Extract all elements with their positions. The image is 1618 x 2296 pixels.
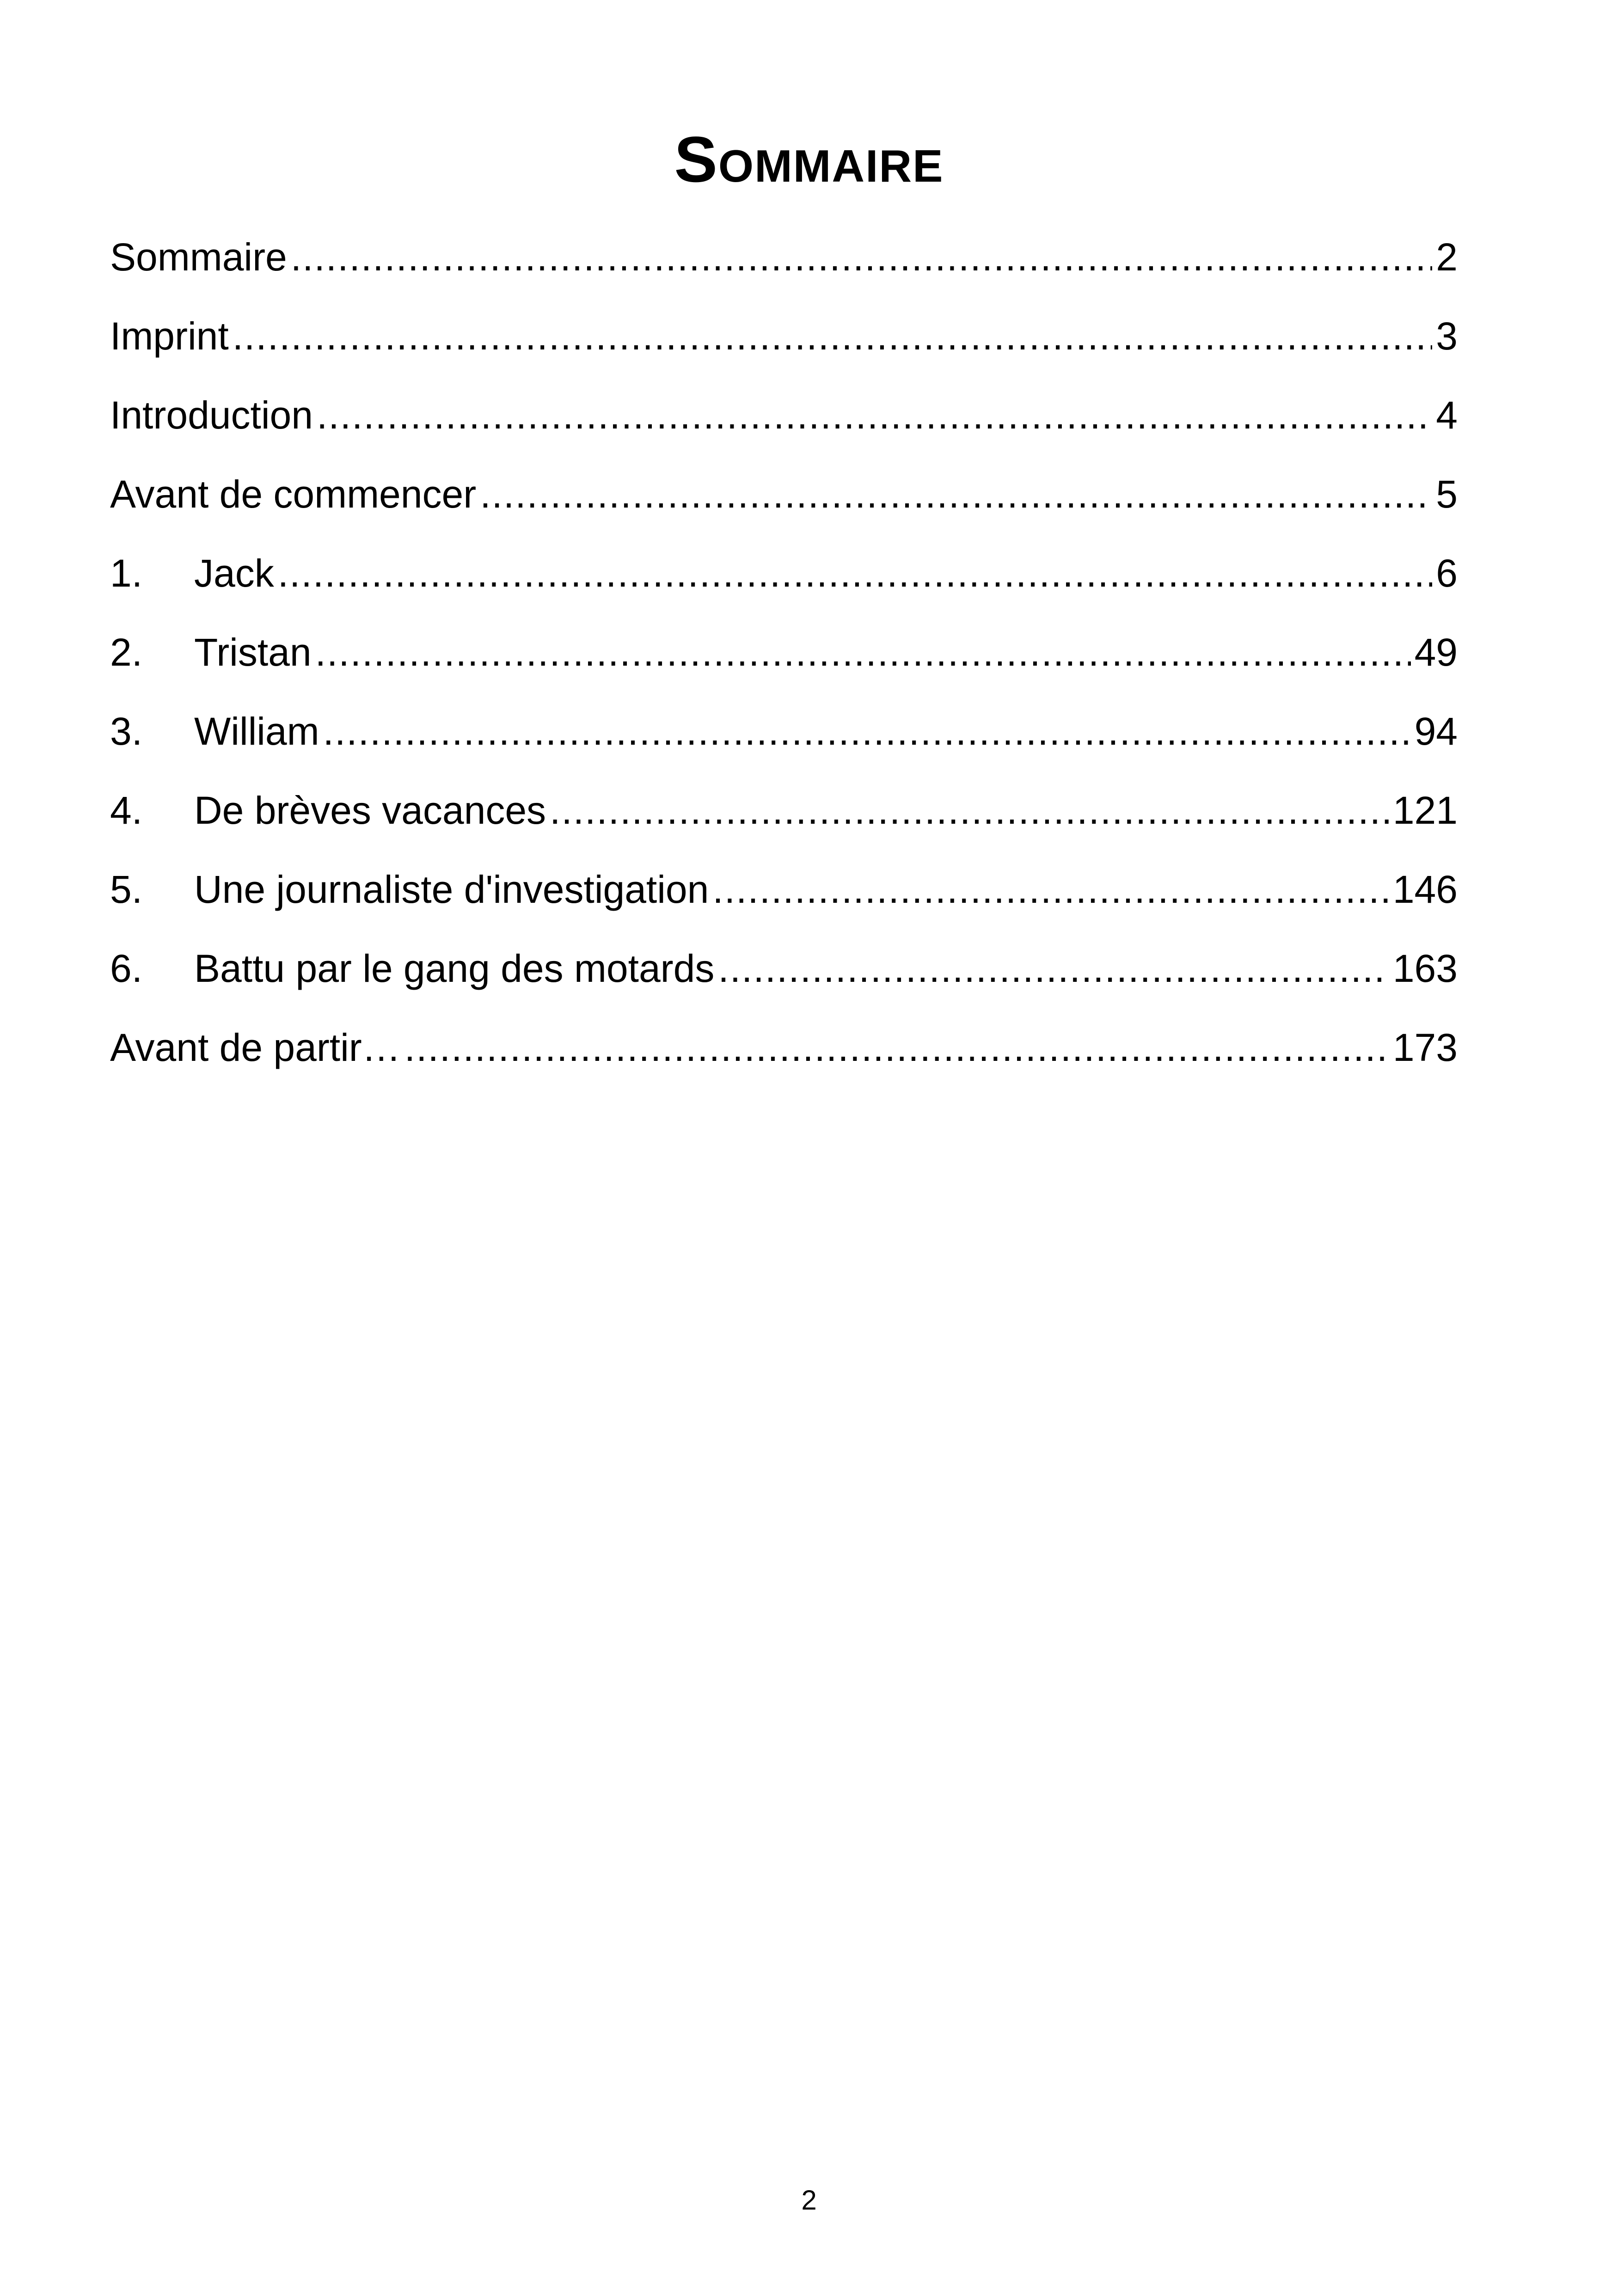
page-number: 2 (801, 2185, 817, 2216)
page-title: Sommaire (674, 123, 944, 196)
toc-entry-label: Sommaire (110, 235, 287, 279)
toc-entry-number: 6. (110, 946, 143, 990)
toc-entry-label: Tristan (194, 630, 312, 674)
toc-entry-chapter-5[interactable] (110, 850, 1458, 929)
toc-entry-label: Une journaliste d'investigation (194, 867, 709, 911)
toc-entry-imprint[interactable] (110, 296, 1458, 375)
toc-entry-label: De brèves vacances (194, 788, 546, 832)
toc-entry-label: William (194, 709, 319, 753)
toc-entry-page: 3 (1436, 314, 1458, 358)
toc-dot-leader (550, 787, 1389, 833)
toc-entry-label: Battu par le gang des motards (194, 946, 715, 990)
toc-entry-chapter-2[interactable] (110, 612, 1458, 692)
toc-entry-page: 94 (1414, 709, 1458, 753)
toc-dot-leader (291, 234, 1433, 280)
toc-entry-page: 49 (1414, 630, 1458, 674)
toc-entry-page: 6 (1436, 551, 1458, 595)
toc-entry-page: 173 (1392, 1025, 1458, 1069)
toc-entry-label: Jack (194, 551, 274, 595)
toc-entry-chapter-1[interactable] (110, 533, 1458, 612)
table-of-contents (110, 217, 1458, 1087)
toc-entry-number: 3. (110, 709, 143, 753)
toc-entry-label: Avant de commencer (110, 472, 477, 516)
toc-dot-leader (315, 629, 1411, 675)
toc-dot-leader (323, 708, 1411, 754)
toc-entry-page: 5 (1436, 472, 1458, 516)
toc-entry-number: 5. (110, 867, 143, 911)
toc-entry-page: 163 (1392, 946, 1458, 990)
toc-entry-avant-de-partir[interactable] (110, 1008, 1458, 1087)
toc-dot-leader (233, 313, 1433, 359)
toc-entry-chapter-3[interactable] (110, 692, 1458, 771)
toc-entry-page: 121 (1392, 788, 1458, 832)
toc-entry-chapter-6[interactable] (110, 929, 1458, 1008)
toc-entry-chapter-4[interactable] (110, 771, 1458, 850)
toc-dot-leader (712, 866, 1389, 912)
toc-dot-leader (480, 471, 1432, 517)
toc-dot-leader (278, 550, 1433, 596)
toc-entry-sommaire[interactable] (110, 217, 1458, 296)
toc-entry-number: 4. (110, 788, 143, 832)
toc-entry-page: 146 (1392, 867, 1458, 911)
toc-entry-avant-de-commencer[interactable] (110, 454, 1458, 533)
toc-entry-label: Imprint (110, 314, 229, 358)
toc-entry-label: Avant de partir… (110, 1025, 401, 1069)
toc-entry-label: Introduction (110, 393, 313, 437)
toc-entry-page: 4 (1436, 393, 1458, 437)
toc-entry-number: 2. (110, 630, 143, 674)
toc-dot-leader (404, 1024, 1389, 1071)
toc-entry-page: 2 (1436, 235, 1458, 279)
toc-entry-introduction[interactable] (110, 375, 1458, 454)
toc-dot-leader (317, 392, 1432, 438)
toc-dot-leader (718, 945, 1389, 992)
toc-entry-number: 1. (110, 551, 143, 595)
